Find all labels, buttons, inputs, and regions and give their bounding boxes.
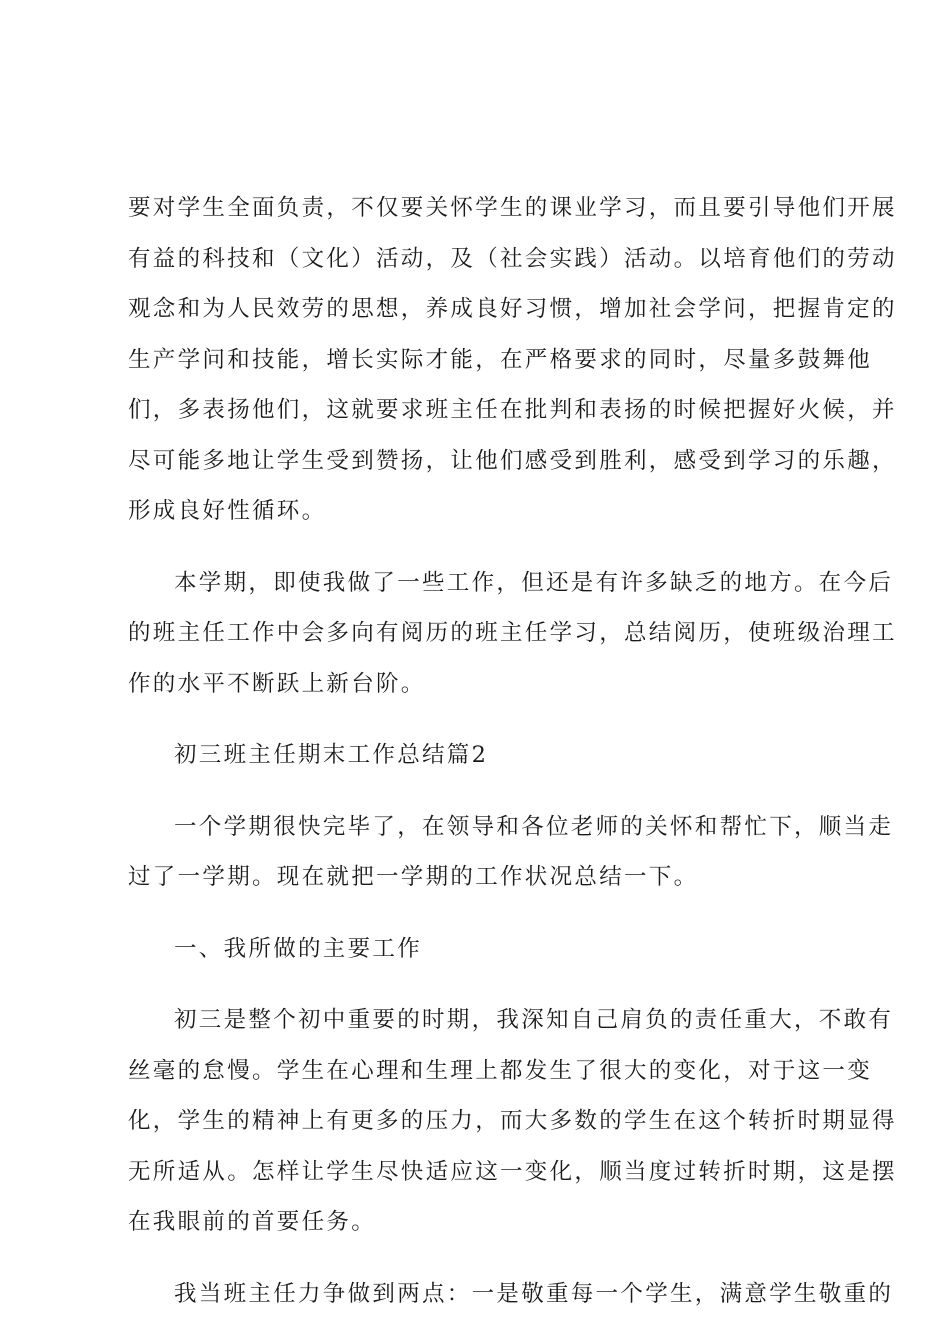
text-line: 在我眼前的首要任务。 bbox=[128, 1209, 377, 1235]
paragraph-spacer bbox=[128, 1248, 832, 1269]
section-heading bbox=[128, 730, 832, 781]
paragraph-spacer bbox=[128, 781, 832, 802]
text-line: 的班主任工作中会多向有阅历的班主任学习，总结阅历，使班级治理工 bbox=[128, 620, 897, 646]
paragraph-spacer bbox=[128, 537, 832, 558]
text-line: 观念和为人民效劳的思想，养成良好习惯，增加社会学问，把握肯定的 bbox=[128, 296, 897, 322]
text-line: 丝毫的怠慢。学生在心理和生理上都发生了很大的变化，对于这一变 bbox=[128, 1057, 873, 1084]
text-line: 作的水平不断跃上新台阶。 bbox=[128, 670, 426, 697]
text-line: 形成良好性循环。 bbox=[128, 498, 327, 524]
heading-text: 一、我所做的主要工作 bbox=[174, 935, 423, 962]
text-line: 化，学生的精神上有更多的压力，而大多数的学生在这个转折时期显得 bbox=[128, 1108, 897, 1134]
text-line: 一个学期很快完毕了，在领导和各位老师的关怀和帮忙下，顺当走 bbox=[174, 813, 894, 840]
text-line: 过了一学期。现在就把一学期的工作状况总结一下。 bbox=[128, 864, 699, 890]
heading-text: 初三班主任期末工作总结篇2 bbox=[174, 742, 489, 768]
paragraph bbox=[128, 183, 897, 537]
text-line: 初三是整个初中重要的时期，我深知自己肩负的责任重大，不敢有 bbox=[174, 1007, 894, 1033]
paragraph-spacer bbox=[128, 709, 832, 730]
paragraph bbox=[128, 558, 897, 710]
text-line: 尽可能多地让学生受到赞扬，让他们感受到胜利，感受到学习的乐趣， bbox=[128, 447, 897, 474]
paragraph bbox=[128, 995, 897, 1248]
text-line: 们，多表扬他们，这就要求班主任在批判和表扬的时候把握好火候，并 bbox=[128, 397, 897, 423]
text-line: 要对学生全面负责，不仅要关怀学生的课业学习，而且要引导他们开展 bbox=[128, 195, 897, 221]
text-line: 我当班主任力争做到两点：一是敬重每一个学生，满意学生敬重的 bbox=[174, 1280, 894, 1307]
text-line: 无所适从。怎样让学生尽快适应这一变化，顺当度过转折时期，这是摆 bbox=[128, 1158, 897, 1185]
paragraph bbox=[128, 1269, 894, 1320]
paragraph-spacer bbox=[128, 903, 832, 924]
text-line: 生产学问和技能，增长实际才能，在严格要求的同时，尽量多鼓舞他 bbox=[128, 346, 873, 373]
text-line: 本学期，即使我做了一些工作，但还是有许多缺乏的地方。在今后 bbox=[174, 569, 894, 596]
subsection-heading bbox=[128, 924, 832, 975]
paragraph-spacer bbox=[128, 974, 832, 995]
text-line: 有益的科技和（文化）活动，及（社会实践）活动。以培育他们的劳动 bbox=[128, 245, 897, 272]
document-body bbox=[128, 183, 897, 1319]
paragraph bbox=[128, 802, 894, 903]
